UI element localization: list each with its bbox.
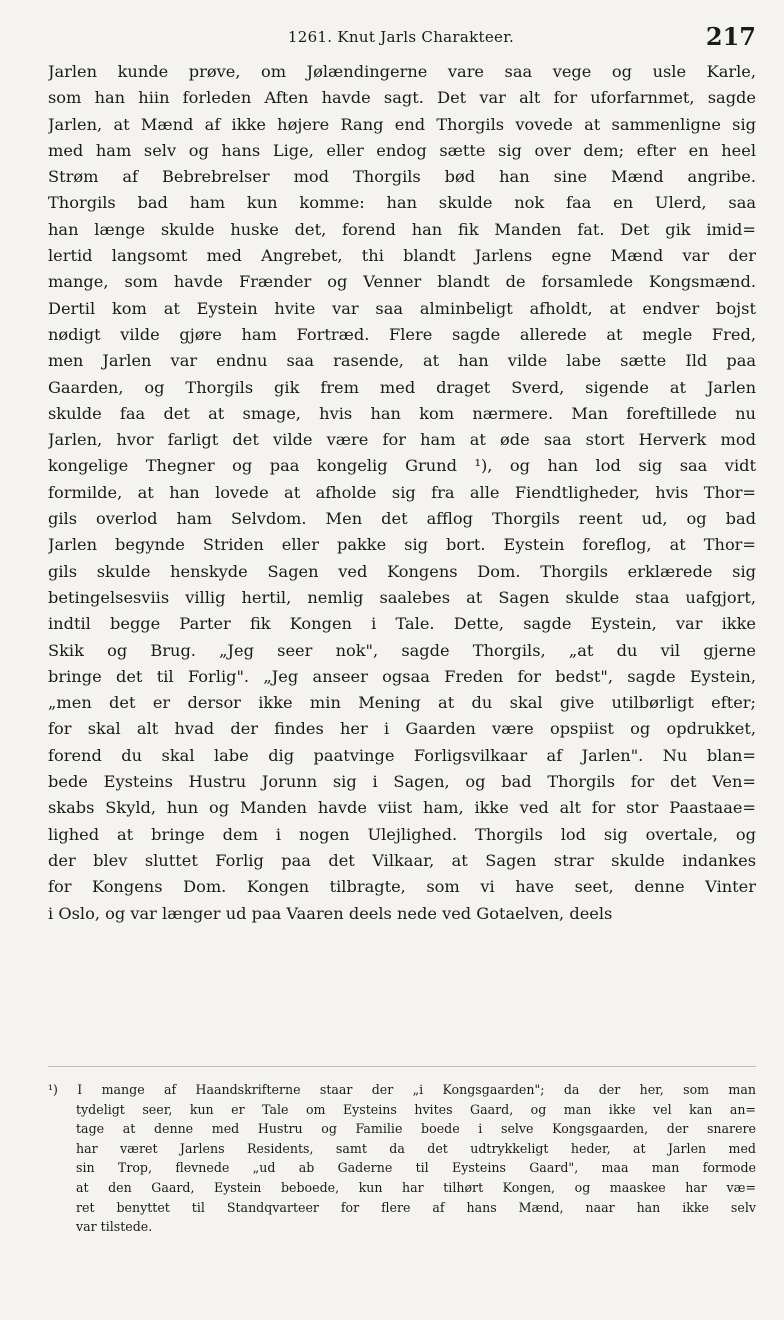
text-line: betingelsesviis villig hertil, nemlig saalebes at Sagen skulde staa uafgjort, (48, 587, 756, 607)
text-line: gils overlod ham Selvdom. Men det afflog Thorgils reent ud, og bad (48, 509, 756, 529)
text-line: Strøm af Bebrebrelser mod Thorgils bød han sine Mænd angribe. (48, 167, 756, 187)
text-line: lertid langsomt med Angrebet, thi blandt Jarlens egne Mænd var der (48, 246, 756, 266)
text-line: Dertil kom at Eystein hvite var saa alminbeligt afholdt, at endver bojst (48, 298, 756, 318)
text-line: mange, som havde Frænder og Venner blandt de forsamlede Kongsmænd. (48, 272, 756, 292)
footnote-line: var tilstede. (76, 1219, 153, 1235)
text-line: kongelige Thegner og paa kongelig Grund ¹), og han lod sig saa vidt (48, 456, 756, 476)
footnote-line: ¹) I mange af Haandskrifterne staar der „i Kongsgaarden"; da der her, som man (48, 1082, 756, 1097)
text-line: Jarlen kunde prøve, om Jølændingerne vare saa vege og usle Karle, (48, 62, 756, 81)
footnote-divider (48, 1066, 756, 1067)
text-line: bede Eysteins Hustru Jorunn sig i Sagen, og bad Thorgils for det Ven= (48, 772, 756, 792)
text-line: som han hiin forleden Aften havde sagt. Det var alt for uforfarnmet, sagde (48, 88, 756, 108)
text-line: Jarlen begynde Striden eller pakke sig bort. Eystein foreflog, at Thor= (48, 535, 756, 555)
body-text (48, 59, 756, 927)
text-line: skulde faa det at smage, hvis han kom nærmere. Man foreftillede nu (48, 403, 756, 423)
text-line: men Jarlen var endnu saa rasende, at han vilde labe sætte Ild paa (48, 351, 756, 371)
text-line: forend du skal labe dig paatvinge Forligsvilkaar af Jarlen". Nu blan= (48, 745, 756, 765)
text-line: Gaarden, og Thorgils gik frem med draget Sverd, sigende at Jarlen (48, 377, 756, 397)
text-line: i Oslo, og var længer ud paa Vaaren deels nede ved Gotaelven, deels (48, 903, 613, 923)
running-head: 1261. Knut Jarls Charakteer. (287, 28, 515, 46)
text-line: Jarlen, hvor farligt det vilde være for ham at øde saa stort Herverk mod (48, 430, 756, 450)
text-line: han længe skulde huske det, forend han fik Manden fat. Det gik imid= (48, 219, 756, 239)
text-line: formilde, at han lovede at afholde sig fra alle Fiendtligheder, hvis Thor= (48, 482, 756, 502)
text-line: Thorgils bad ham kun komme: han skulde nok faa en Ulerd, saa (48, 193, 756, 213)
page-header (48, 22, 756, 62)
book-page (48, 22, 756, 1302)
text-line: skabs Skyld, hun og Manden havde viist ham, ikke ved alt for stor Paastaae= (48, 798, 756, 818)
text-line: med ham selv og hans Lige, eller endog sætte sig over dem; efter en heel (48, 140, 756, 160)
page-number: 217 (705, 22, 756, 51)
text-line: lighed at bringe dem i nogen Ulejlighed. Thorgils lod sig overtale, og (48, 824, 756, 844)
text-line: for skal alt hvad der findes her i Gaarden være opspiist og opdrukket, (48, 719, 756, 739)
text-line: Jarlen, at Mænd af ikke højere Rang end Thorgils vovede at sammenligne sig (48, 114, 756, 134)
text-line: Skik og Brug. „Jeg seer nok", sagde Thorgils, „at du vil gjerne (48, 640, 756, 660)
footnote-line: sin Trop, flevnede „ud ab Gaderne til Eysteins Gaard", maa man formode (76, 1160, 756, 1176)
text-line: der blev sluttet Forlig paa det Vilkaar, at Sagen strar skulde indankes (48, 850, 756, 870)
text-line: „men det er dersor ikke min Mening at du skal give utilbørligt efter; (48, 693, 756, 713)
text-line: bringe det til Forlig". „Jeg anseer ogsaa Freden for bedst", sagde Eystein, (48, 666, 756, 686)
text-line: nødigt vilde gjøre ham Fortræd. Flere sagde allerede at megle Fred, (48, 324, 756, 344)
footnote-line: ret benyttet til Standqvarteer for flere af hans Mænd, naar han ikke selv (76, 1199, 756, 1215)
footnote-line: tage at denne med Hustru og Familie boede i selve Kongsgaarden, der snarere (76, 1121, 756, 1137)
footnote (48, 1080, 756, 1237)
text-line: for Kongens Dom. Kongen tilbragte, som vi have seet, denne Vinter (48, 877, 756, 897)
footnote-line: har været Jarlens Residents, samt da det udtrykkeligt heder, at Jarlen med (76, 1140, 756, 1156)
text-line: gils skulde henskyde Sagen ved Kongens Dom. Thorgils erklærede sig (48, 561, 756, 581)
text-line: indtil begge Parter fik Kongen i Tale. Dette, sagde Eystein, var ikke (48, 614, 756, 634)
footnote-line: tydeligt seer, kun er Tale om Eysteins hvites Gaard, og man ikke vel kan an= (76, 1101, 756, 1117)
footnote-line: at den Gaard, Eystein beboede, kun har tilhørt Kongen, og maaskee har væ= (76, 1179, 756, 1195)
